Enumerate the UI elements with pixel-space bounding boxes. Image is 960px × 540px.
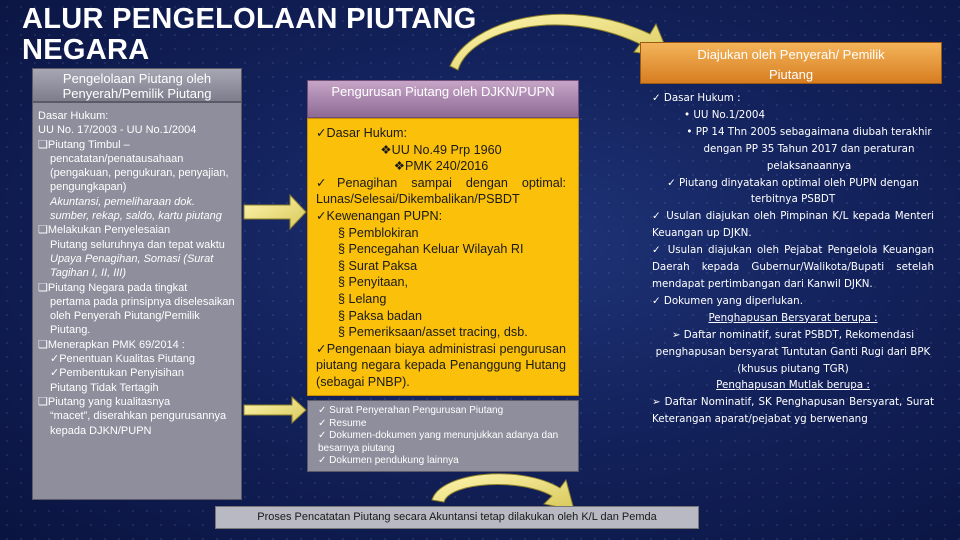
arrow-bottom-curve [432, 474, 574, 510]
middle-panel-line: § Pemblokiran [338, 225, 419, 240]
left-panel-line: “macet”, diserahkan pengurusannya kepada DJKN/PUPN [50, 410, 227, 437]
middle-panel-line: § Pencegahan Keluar Wilayah RI [338, 242, 524, 257]
right-panel-line: ➢ Daftar nominatif, surat PSBDT, Rekomendasi penghapusan bersyarat Tuntutan Ganti Rugi dari BPK (khusus piutang TGR) [655, 328, 931, 375]
left-panel-line: ❑Piutang yang kualitasnya [38, 395, 171, 408]
middle-panel-line: § Lelang [338, 291, 387, 306]
right-panel [652, 90, 934, 480]
middle-panel-line: ✓Dasar Hukum: [316, 126, 408, 140]
left-panel-line: ❑Menerapkan PMK 69/2014 : [38, 338, 185, 351]
right-panel-line: ✓ Dasar Hukum : [652, 92, 741, 104]
right-panel-line: • PP 14 Thn 2005 sebagaimana diubah terakhir dengan PP 35 Tahun 2017 dan peraturan pelaksanaannya [686, 125, 932, 172]
middle-lower-line: ✓ Resume [318, 417, 367, 429]
middle-lower-panel [307, 400, 579, 472]
arrow-left-to-middle-lower [244, 397, 306, 423]
middle-panel-line: ✓Penagihan sampai dengan optimal: Lunas/Selesai/Dikembalikan/PSBDT [316, 175, 566, 207]
left-panel-line: pencatatan/penatausahaan (pengakuan, pengukuran, penyajian, pengungkapan) [50, 152, 229, 194]
right-panel-line: ✓ Piutang dinyatakan optimal oleh PUPN dengan terbitnya PSBDT [667, 176, 919, 206]
left-panel [32, 102, 242, 500]
left-panel-line: Akuntansi, pemeliharaan dok. sumber, rekap, saldo, kartu piutang [50, 195, 222, 223]
middle-header: Pengurusan Piutang oleh DJKN/PUPN [307, 80, 579, 118]
left-header: Pengelolaan Piutang oleh Penyerah/Pemilik Piutang [32, 68, 242, 102]
footer-note: Proses Pencatatan Piutang secara Akuntansi tetap dilakukan oleh K/L dan Pemda [215, 506, 699, 529]
right-panel-line: ✓ Usulan diajukan oleh Pimpinan K/L kepada Menteri Keuangan up DJKN. [652, 210, 934, 240]
left-panel-line: ✓Pembentukan Penyisihan [50, 367, 184, 380]
right-panel-line: Penghapusan Bersyarat berupa : [708, 311, 878, 324]
middle-panel-line: ❖PMK 240/2016 [393, 159, 489, 174]
right-panel-line: ✓ Dokumen yang diperlukan. [652, 294, 803, 307]
left-panel-line: pertama pada prinsipnya diselesaikan oleh Penyerah Piutang/Pemilik Piutang. [50, 295, 235, 337]
page-title: ALUR PENGELOLAAN PIUTANG NEGARA [22, 3, 477, 66]
left-panel-line: Dasar Hukum: [38, 110, 109, 122]
middle-panel-line: ✓Pengenaan biaya administrasi pengurusan piutang negara kepada Penanggung Hutang (sebagai PNBP). [316, 341, 566, 389]
middle-lower-line: ✓ Dokumen pendukung lainnya [318, 455, 459, 466]
right-panel-line: ✓ Usulan diajukan oleh Pejabat Pengelola Keuangan Daerah kepada Gubernur/Walikota/Bupati setelah mendapat pertimbangan dari Kanwil DJKN. [652, 244, 934, 290]
middle-panel-line: ✓Kewenangan PUPN: [316, 208, 443, 223]
left-panel-line: ✓Penentuan Kualitas Piutang [50, 353, 195, 366]
middle-panel-line: § Pemeriksaan/asset tracing, dsb. [338, 325, 528, 340]
left-panel-line: Upaya Penagihan, Somasi (Surat Tagihan I, II, III) [50, 252, 214, 280]
middle-panel-line: § Paksa badan [338, 308, 423, 323]
middle-lower-line: ✓ Surat Penyerahan Pengurusan Piutang [318, 405, 504, 416]
middle-panel [307, 118, 579, 396]
left-panel-line: Piutang Tidak Tertagih [50, 381, 159, 394]
middle-lower-line: ✓ Dokumen-dokumen yang menunjukkan adanya dan besarnya piutang [318, 430, 559, 454]
middle-panel-line: § Surat Paksa [338, 258, 418, 273]
left-panel-line: Piutang seluruhnya dan tepat waktu [50, 238, 225, 251]
middle-panel-line: ❖UU No.49 Prp 1960 [380, 142, 502, 157]
left-panel-line: ❑Melakukan Penyelesaian [38, 224, 171, 237]
arrow-left-to-middle [244, 195, 306, 229]
middle-panel-line: § Penyitaan, [338, 275, 409, 290]
right-header: Diajukan oleh Penyerah/ Pemilik Piutang [640, 42, 942, 84]
left-panel-line: UU No. 17/2003 - UU No.1/2004 [38, 124, 197, 137]
right-panel-line: • UU No.1/2004 [684, 108, 766, 121]
left-panel-line: ❑Piutang Negara pada tingkat [38, 281, 188, 294]
left-panel-line: ❑Piutang Timbul – [38, 138, 130, 151]
right-panel-line: ➢ Daftar Nominatif, SK Penghapusan Bersyarat, Surat Keterangan aparat/pejabat yg berwenang [652, 396, 934, 426]
right-panel-line: Penghapusan Mutlak berupa : [716, 379, 870, 392]
